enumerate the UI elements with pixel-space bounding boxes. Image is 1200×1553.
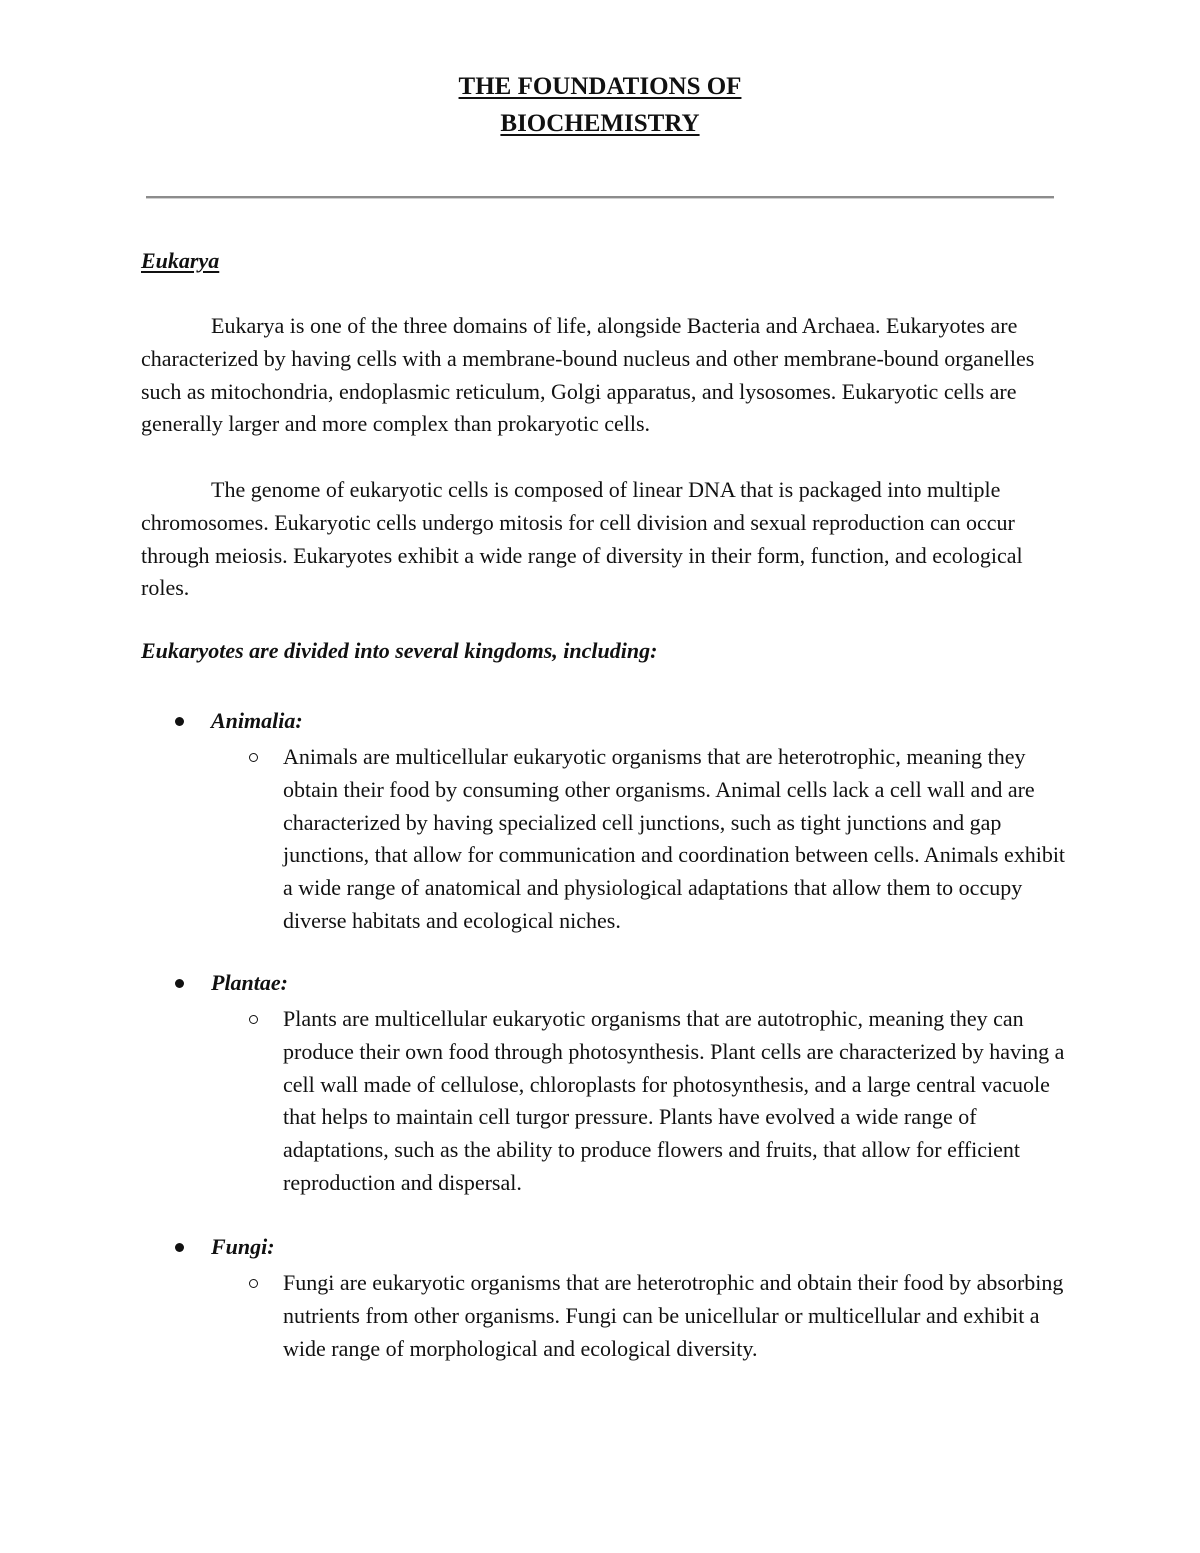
sub-list-item — [141, 1003, 1071, 1200]
section-heading: Eukarya — [141, 248, 220, 273]
bullet-icon — [175, 979, 184, 988]
paragraph: Eukarya is one of the three domains of life, alongside Bacteria and Archaea. Eukaryotes are characterized by having cells with a membrane-bound nucleus and other membrane-bound organelles such as mitochondria, endoplasmic reticulum, Golgi apparatus, and lysosomes. Eukaryotic cells are generally larger and more complex than prokaryotic cells. — [141, 313, 1035, 437]
list-item-animalia — [141, 704, 1071, 938]
kingdom-name: Fungi: — [211, 1234, 275, 1259]
kingdom-name: Plantae: — [211, 970, 288, 995]
list-item-heading — [141, 704, 1071, 737]
sub-list-item — [141, 741, 1071, 938]
horizontal-divider — [146, 196, 1054, 199]
hollow-bullet-icon — [249, 1015, 258, 1024]
paragraph: The genome of eukaryotic cells is composed of linear DNA that is packaged into multiple chromosomes. Eukaryotic cells undergo mitosis for cell division and sexual reproduction can occur through meiosis. Eukaryotes exhibit a wide range of diversity in their form, function, and ecological roles. — [141, 477, 1023, 601]
hollow-bullet-icon — [249, 753, 258, 762]
kingdom-name: Animalia: — [211, 708, 303, 733]
bullet-icon — [175, 717, 184, 726]
document-title — [0, 68, 1200, 142]
list-item-heading — [141, 966, 1071, 999]
kingdoms-heading: Eukaryotes are divided into several kingdoms, including: — [141, 638, 658, 663]
list-item-heading — [141, 1230, 1071, 1263]
kingdom-description: Plants are multicellular eukaryotic organisms that are autotrophic, meaning they can produce their own food through photosynthesis. Plant cells are characterized by having a cell wall made of cellulose, chloroplasts for photosynthesis, and a large central vacuole that helps to maintain cell turgor pressure. Plants have evolved a wide range of adaptations, such as the ability to produce flowers and fruits, that allow for efficient reproduction and dispersal. — [283, 1006, 1065, 1195]
title-line-1: THE FOUNDATIONS OF — [458, 73, 742, 100]
kingdom-description: Fungi are eukaryotic organisms that are heterotrophic and obtain their food by absorbing nutrients from other organisms. Fungi can be unicellular or multicellular and exhibit a wide range of morphological and ecological diversity. — [283, 1270, 1064, 1361]
hollow-bullet-icon — [249, 1279, 258, 1288]
title-line-2: BIOCHEMISTRY — [500, 110, 700, 137]
sub-list-item — [141, 1267, 1071, 1365]
kingdom-description: Animals are multicellular eukaryotic organisms that are heterotrophic, meaning they obtain their food by consuming other organisms. Animal cells lack a cell wall and are characterized by having specialized cell junctions, such as tight junctions and gap junctions, that allow for communication and coordination between cells. Animals exhibit a wide range of anatomical and physiological adaptations that allow them to occupy diverse habitats and ecological niches. — [283, 744, 1066, 933]
list-item-fungi — [141, 1230, 1071, 1365]
list-item-plantae — [141, 966, 1071, 1200]
bullet-icon — [175, 1243, 184, 1252]
